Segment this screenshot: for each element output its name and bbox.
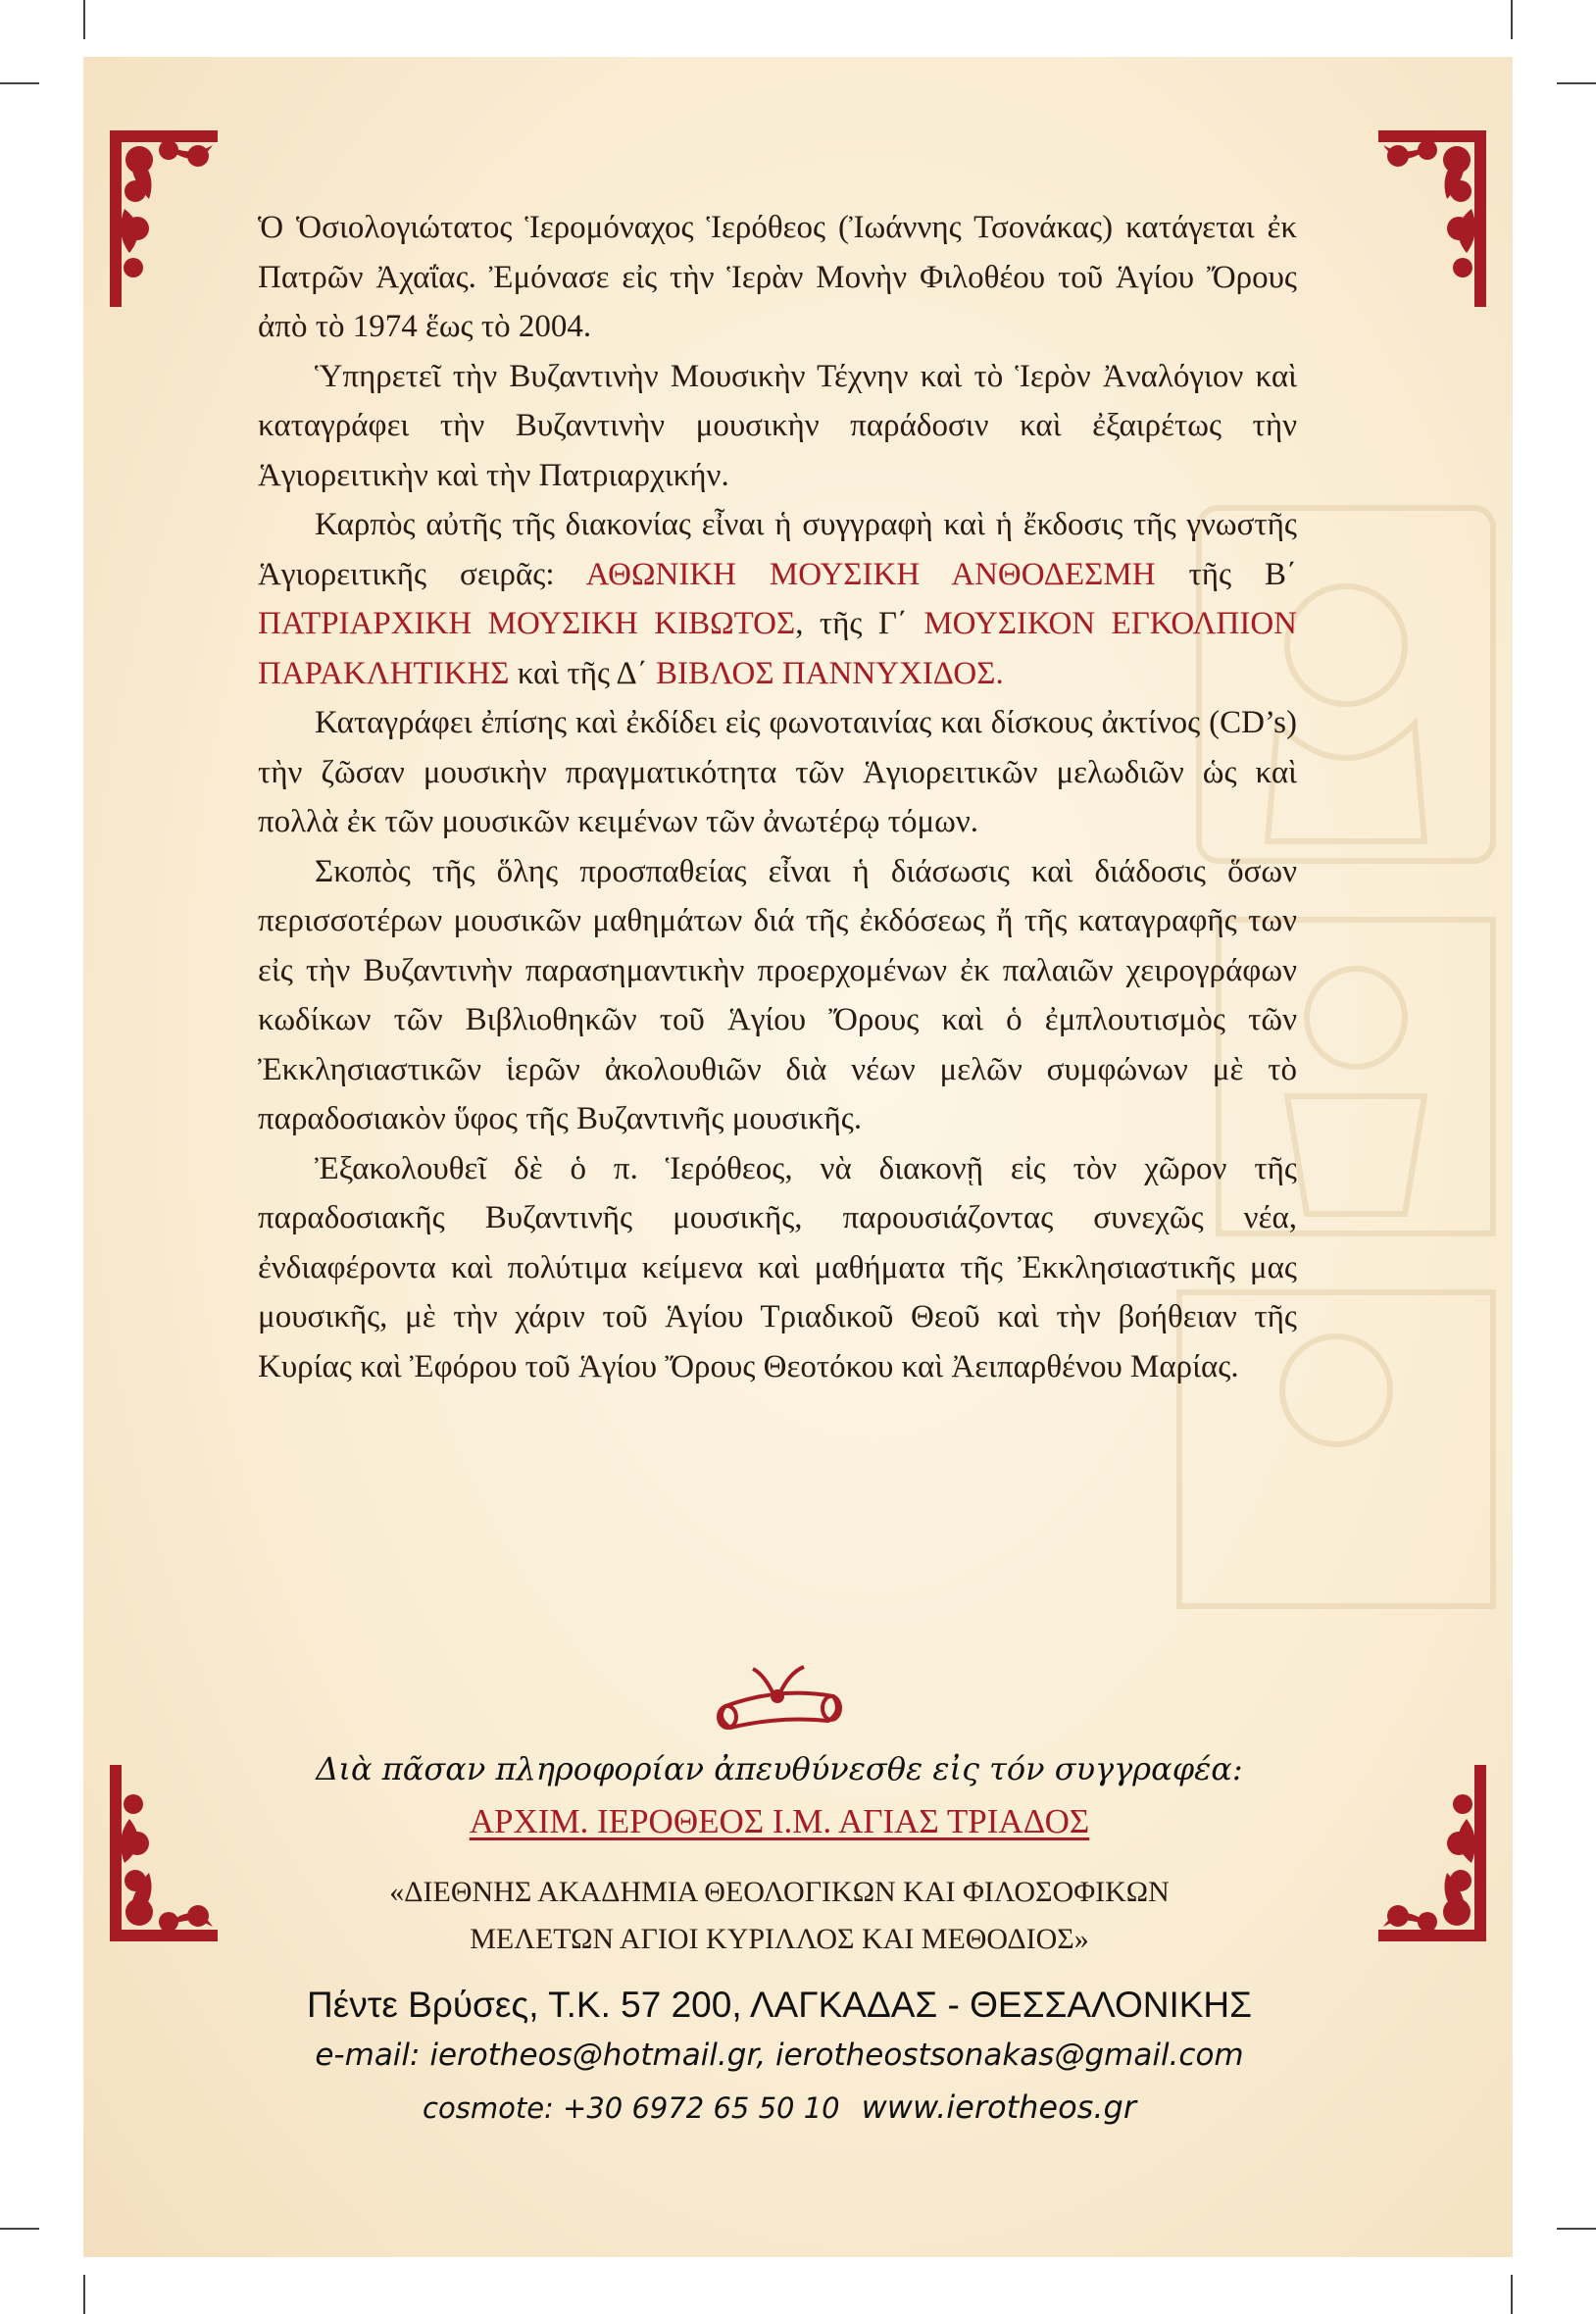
biography-paragraph-4: Καταγράφει ἐπίσης καὶ ἐκδίδει εἰς φωνοταινίας και δίσκους ἀκτίνος (CD’s) τὴν ζῶσαν μουσικὴν πραγματικότητα τῶν Ἁγιορειτικῶν μελωδιῶν ὡς καὶ πολλὰ ἐκ τῶν μουσικῶν κειμένων τῶν ἀνωτέρῳ τόμων. (258, 705, 1297, 839)
crop-mark (83, 0, 85, 39)
contact-intro: Διὰ πᾶσαν πληροφορίαν ἀπευθύνεσθε εἰς τόν συγγραφέα: (316, 1750, 1243, 1787)
organization-line-2: ΜΕΛΕΤΩΝ ΑΓΙΟΙ ΚΥΡΙΛΛΟΣ ΚΑΙ ΜΕΘΟΔΙΟΣ» (470, 1923, 1089, 1955)
contact-name-text: ΑΡΧΙΜ. ΙΕΡΟΘΕΟΣ Ι.Μ. ΑΓΙΑΣ ΤΡΙΑΔΟΣ (469, 1802, 1090, 1840)
book-title-3: ΜΟΥΣΙΚΟΝ ΕΓΚΟΛΠΙΟΝ ΠΑΡΑΚΛΗΤΙΚΗΣ (258, 606, 1297, 691)
book-title-4: ΒΙΒΛΟΣ ΠΑΝΝΥΧΙΔΟΣ. (655, 655, 1004, 691)
email-addresses[interactable]: e-mail: ierotheos@hotmail.gr, ierotheostsonakas@gmail.com (315, 2037, 1244, 2073)
biography-text (258, 203, 1297, 1391)
floral-corner-ornament-icon (100, 121, 227, 317)
crop-mark (1511, 0, 1513, 39)
organization-name (245, 1869, 1314, 1963)
floral-corner-ornament-icon (1369, 1755, 1496, 1951)
book-title-1: ΑΘΩΝΙΚΗ ΜΟΥΣΙΚΗ ΑΝΘΟΔΕΣΜΗ (585, 556, 1156, 592)
floral-corner-ornament-icon (1369, 121, 1496, 317)
postal-address: Πέντε Βρύσες, Τ.Κ. 57 200, ΛΑΓΚΑΔΑΣ - ΘΕΣΣΑΛΟΝΙΚΗΣ (306, 1985, 1252, 2025)
biography-paragraph-5: Σκοπὸς τῆς ὅλης προσπαθείας εἶναι ἡ διάσωσις καὶ διάδοσις ὅσων περισσοτέρων μουσικῶν μαθημάτων διά τῆς ἐκδόσεως ἤ τῆς καταγραφῆς των εἰς τὴν Βυζαντινὴν παρασημαντικὴν προερχομένων ἐκ παλαιῶν χειρογράφων κωδίκων τῶν Βιβλιοθηκῶν τοῦ Ἁγίου Ὄρους καὶ ὁ ἐμπλουτισμὸς τῶν Ἐκκλησιαστικῶν ἱερῶν ἀκολουθιῶν διὰ νέων μελῶν συμφώνων μὲ τὸ παραδοσιακὸν ὕφος τῆς Βυζαντινῆς μουσικῆς. (258, 853, 1297, 1136)
crop-mark (1557, 2228, 1596, 2230)
phone-number[interactable]: cosmote: +30 6972 65 50 10 (423, 2091, 840, 2125)
biography-paragraph-1: Ὁ Ὁσιολογιώτατος Ἱερομόναχος Ἱερόθεος (Ἰωάννης Τσονάκας) κατάγεται ἐκ Πατρῶν Ἀχαΐας. Ἐμόνασε εἰς τὴν Ἱερὰν Μονὴν Φιλοθέου τοῦ Ἁγίου Ὄρους ἀπὸ τὸ 1974 ἕως τὸ 2004. (258, 210, 1297, 344)
crop-mark (83, 2275, 85, 2314)
paragraph-text: καὶ τῆς Δ΄ (509, 655, 656, 691)
crop-mark (1511, 2275, 1513, 2314)
crop-mark (1557, 82, 1596, 84)
crop-mark (0, 82, 39, 84)
organization-line-1: «ΔΙΕΘΝΗΣ ΑΚΑΔΗΜΙΑ ΘΕΟΛΟΓΙΚΩΝ ΚΑΙ ΦΙΛΟΣΟΦΙΚΩΝ (389, 1876, 1170, 1908)
phone-and-website (245, 2088, 1314, 2126)
paragraph-text: , τῆς Γ΄ (795, 606, 924, 641)
crop-mark (0, 2228, 39, 2230)
book-title-2: ΠΑΤΡΙΑΡΧΙΚΗ ΜΟΥΣΙΚΗ ΚΙΒΩΤΟΣ (258, 606, 796, 641)
floral-corner-ornament-icon (100, 1755, 227, 1951)
paragraph-text: τῆς Β΄ (1155, 556, 1297, 592)
website-link[interactable]: www.ierotheos.gr (861, 2088, 1136, 2126)
biography-paragraph-3 (258, 500, 1297, 698)
paragraph-text: Καρπὸς αὐτῆς τῆς διακονίας εἶναι ἡ συγγραφὴ καὶ ἡ ἔκδοσις τῆς γνωστῆς Ἁγιορειτικῆς σειρᾶς: (258, 507, 1297, 592)
biography-paragraph-6: Ἐξακολουθεῖ δὲ ὁ π. Ἱερόθεος, νὰ διακονῇ εἰς τὸν χῶρον τῆς παραδοσιακῆς Βυζαντινῆς μουσικῆς, παρουσιάζοντας συνεχῶς νέα, ἐνδιαφέροντα καὶ πολύτιμα κείμενα καὶ μαθήματα τῆς Ἐκκλησιαστικῆς μας μουσικῆς, μὲ τὴν χάριν τοῦ Ἁγίου Τριαδικοῦ Θεοῦ καὶ τὴν βοήθειαν τῆς Κυρίας καὶ Ἐφόρου τοῦ Ἁγίου Ὄρους Θεοτόκου καὶ Ἀειπαρθένου Μαρίας. (258, 1150, 1297, 1384)
contact-name (245, 1802, 1314, 1841)
biography-paragraph-2: Ὑπηρετεῖ τὴν Βυζαντινὴν Μουσικὴν Τέχνην καὶ τὸ Ἱερὸν Ἀναλόγιον καὶ καταγράφει τὴν Βυζαντινὴν μουσικὴν παράδοσιν καὶ ἐξαιρέτως τὴν Ἁγιορειτικὴν καὶ τὴν Πατριαρχικήν. (258, 358, 1297, 493)
rolled-scroll-icon (706, 1657, 853, 1736)
